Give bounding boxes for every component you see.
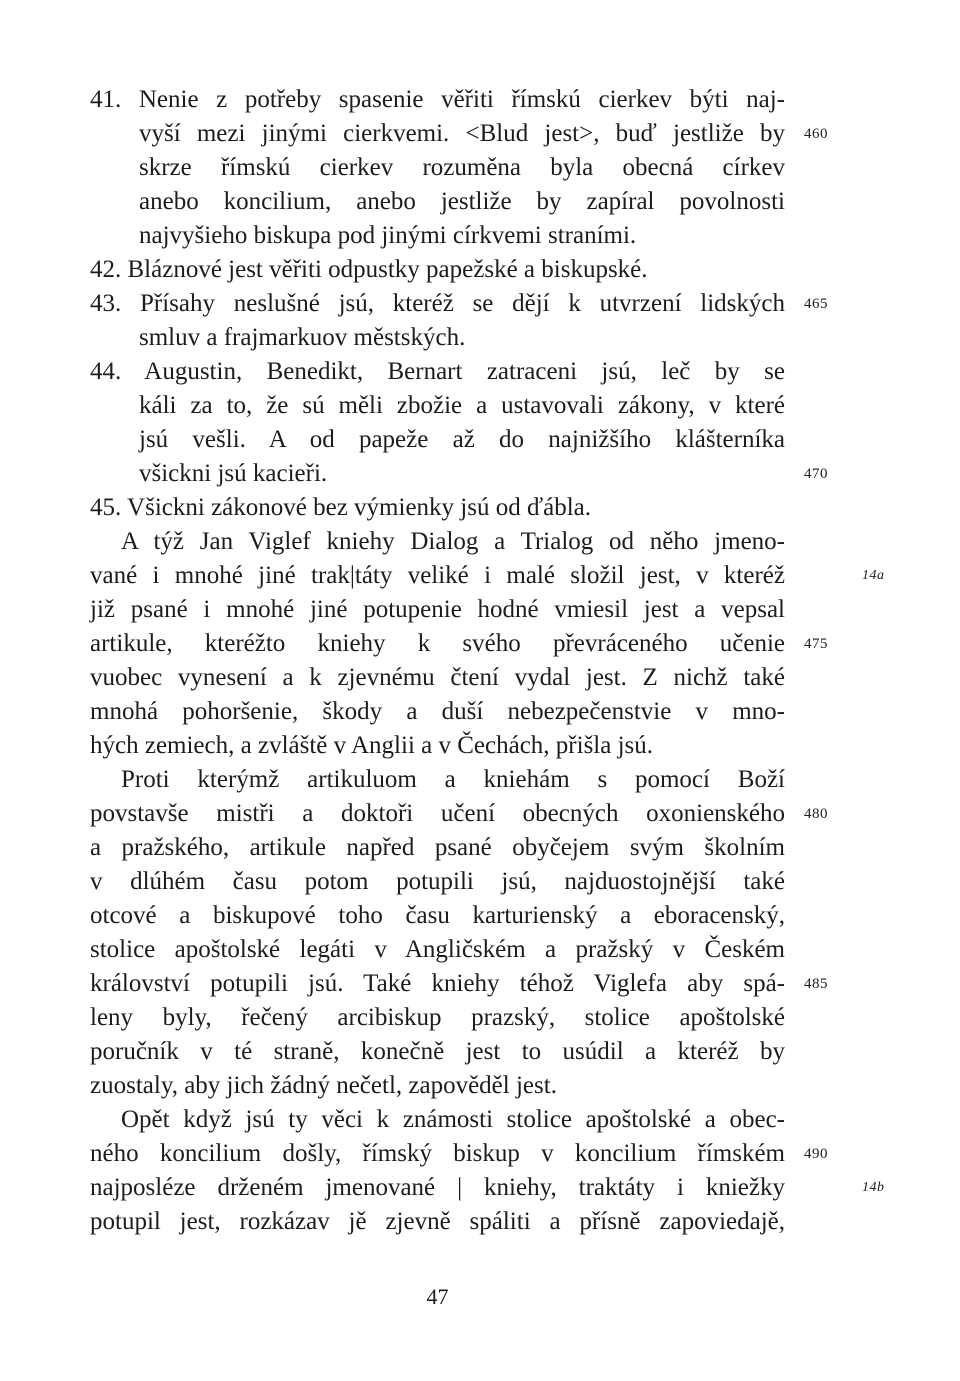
text-line: smluv a frajmarkuov městských. [139,324,466,351]
text-line: Proti kterýmž artikuluom a kniehám s pomocí Boží [121,766,785,793]
text-line: povstavše mistři a doktoři učení obecných oxonienského [90,800,785,827]
text-line: najvyšieho biskupa pod jinými církvemi straními. [139,222,637,249]
text-line: ného koncilium došly, římský biskup v koncilium římském [90,1140,785,1167]
text-line: 42. Bláznové jest věřiti odpustky papežské a biskupské. [90,256,648,283]
line-number: 480 [804,806,828,822]
text-line: 44. Augustin, Benedikt, Bernart zatraceni jsú, leč by se [90,358,785,385]
page-number: 47 [426,1284,449,1309]
text-line: potupil jest, rozkázav jě zjevně spáliti a přísně zapoviedajě, [90,1208,785,1235]
text-line: v dlúhém času potom potupili jsú, najduostojnější také [90,868,785,895]
text-line: poručník v té straně, konečně jest to usúdil a kteréž by [90,1038,785,1065]
text-line: již psané i mnohé jiné potupenie hodné vmiesil jest a vepsal [90,596,785,623]
folio-marker: 14a [862,568,885,583]
line-number: 485 [804,976,828,992]
text-line: 45. Všickni zákonové bez výmienky jsú od ďábla. [90,494,592,521]
text-line: jsú vešli. A od papeže až do najnižšího klášterníka [139,426,785,453]
text-line: skrze římskú cierkev rozuměna byla obecná církev [139,154,785,181]
text-line: hých zemiech, a zvláště v Anglii a v Čechách, přišla jsú. [90,732,654,759]
text-line: a pražského, artikule napřed psané obyčejem svým školním [90,834,785,861]
text-line: všickni jsú kacieři. [139,460,328,487]
text-line: 41. Nenie z potřeby spasenie věřiti římskú cierkev býti naj- [90,86,785,113]
text-line: otcové a biskupové toho času karturienský a eboracenský, [90,902,785,929]
text-line: A týž Jan Viglef kniehy Dialog a Trialog od něho jmeno- [121,528,785,555]
text-line: leny byly, řečený arcibiskup prazský, stolice apoštolské [90,1004,785,1031]
line-number: 490 [804,1146,828,1162]
text-line: království potupili jsú. Také kniehy téhož Viglefa aby spá- [90,970,785,997]
text-line: mnohá pohoršenie, škody a duší nebezpečenstvie v mno- [90,698,785,725]
text-line: najposléze drženém jmenované | kniehy, traktáty i kniežky [90,1174,785,1201]
text-line: artikule, kteréžto kniehy k svého převráceného učenie [90,630,785,657]
text-line: 43. Přísahy neslušné jsú, kteréž se dějí k utvrzení lidských [90,290,785,317]
text-line: káli za to, že sú měli zbožie a ustavovali zákony, v které [139,392,785,419]
line-number: 465 [804,296,828,312]
text-line: zuostaly, aby jich žádný nečetl, zapověděl jest. [90,1072,557,1099]
text-line: vuobec vynesení a k zjevnému čtení vydal jest. Z nichž také [90,664,785,691]
text-line: stolice apoštolské legáti v Angličském a pražský v Českém [90,936,785,963]
folio-marker: 14b [862,1180,885,1195]
text-line: Opět když jsú ty věci k známosti stolice apoštolské a obec- [121,1106,785,1133]
line-number: 475 [804,636,828,652]
text-line: vyší mezi jinými cierkvemi. <Blud jest>, buď jestliže by [139,120,785,147]
text-line: anebo koncilium, anebo jestliže by zapíral povolnosti [139,188,785,215]
line-number: 460 [804,126,828,142]
text-line: vané i mnohé jiné trak|táty veliké i malé složil jest, v kteréž [90,562,785,589]
line-number: 470 [804,466,828,482]
